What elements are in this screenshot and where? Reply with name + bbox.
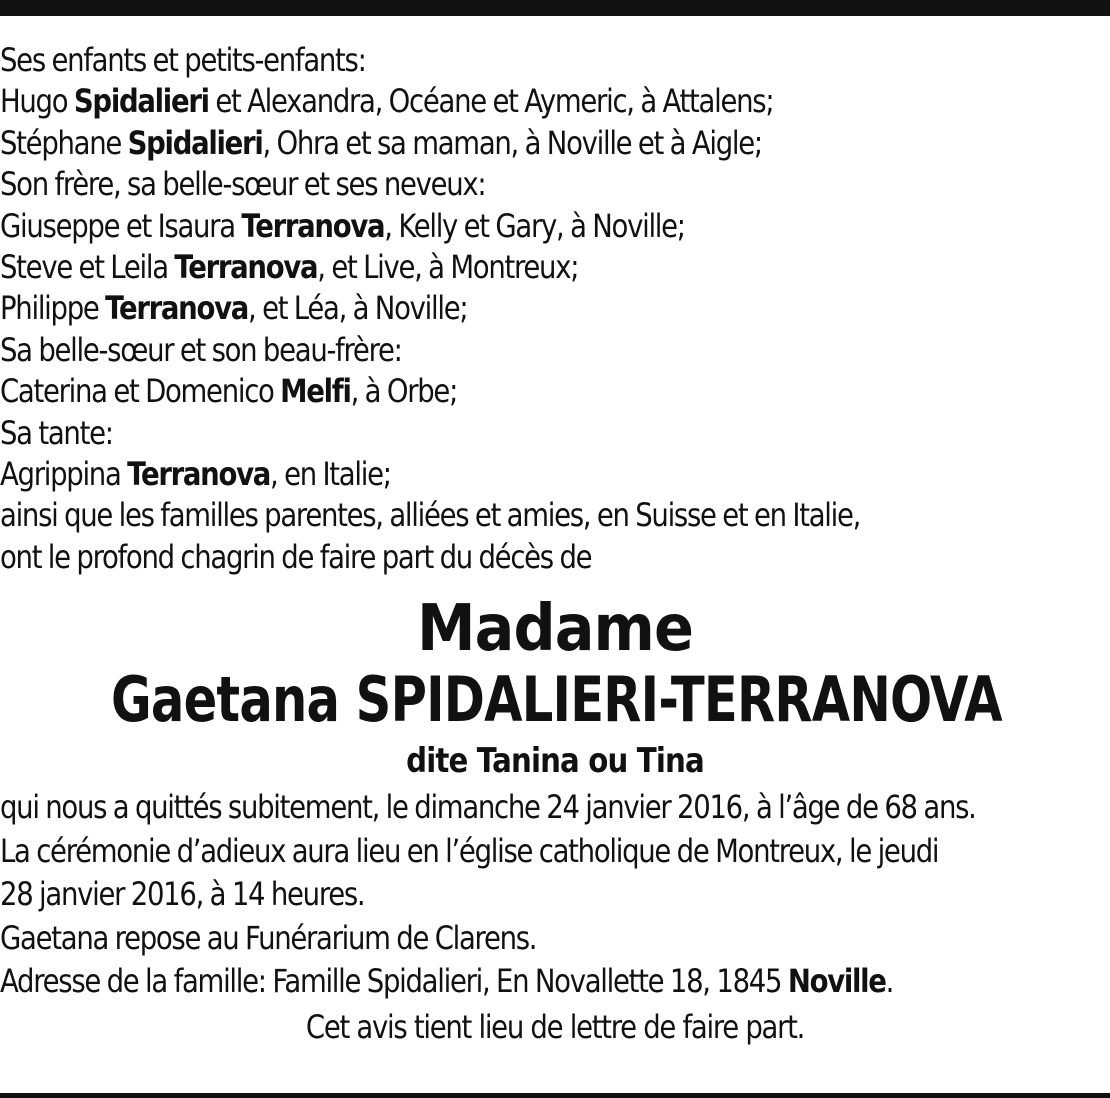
line-text: , Ohra et sa maman, à Noville et à Aigle; <box>262 123 762 162</box>
line-text: ainsi que les familles parentes, alliées et amies, en Suisse et en Italie, <box>0 496 861 535</box>
line-surname: Terranova <box>127 454 271 493</box>
detail-line <box>0 917 955 961</box>
detail-line <box>0 830 955 874</box>
line-text: . <box>885 962 894 1001</box>
line-text: Gaetana repose au Funérarium de Clarens. <box>0 918 537 957</box>
line-text: Giuseppe et Isaura <box>0 206 242 245</box>
line-text: Philippe <box>0 289 106 328</box>
line-surname: Terranova <box>241 206 385 245</box>
line-text: Hugo <box>0 82 74 121</box>
line-text: Ses enfants et petits-enfants: <box>0 41 366 79</box>
line-text: Adresse de la famille: Famille Spidalieri, En Novallette 18, 1845 <box>0 962 788 1001</box>
deceased-full-name: Gaetana SPIDALIERI-TERRANOVA <box>111 663 1002 737</box>
line-text: La cérémonie d’adieux aura lieu en l’église catholique de Montreux, le jeudi <box>0 831 939 870</box>
closing-statement: Cet avis tient lieu de lettre de faire part. <box>305 1007 805 1046</box>
line-text: Sa belle-sœur et son beau-frère: <box>0 330 402 369</box>
line-surname: Spidalieri <box>127 123 263 162</box>
detail-line <box>0 960 955 1004</box>
line-text: , en Italie; <box>270 454 391 493</box>
line-text: Sa tante: <box>0 413 113 452</box>
line-surname: Spidalieri <box>73 82 209 121</box>
deceased-honorific: Madame <box>417 592 693 667</box>
family-line <box>0 288 955 329</box>
deceased-name-block <box>0 594 1110 782</box>
family-line <box>0 164 955 205</box>
line-text: qui nous a quittés subitement, le dimanche 24 janvier 2016, à l’âge de 68 ans. <box>0 788 976 827</box>
death-notice <box>0 40 1110 1050</box>
line-bold: Noville <box>787 962 886 1001</box>
line-text: , et Live, à Montreux; <box>317 247 579 286</box>
line-text: , Kelly et Gary, à Noville; <box>384 206 685 245</box>
family-line <box>0 123 955 164</box>
line-text: et Alexandra, Océane et Aymeric, à Attalens; <box>208 82 774 121</box>
line-text: Son frère, sa belle-sœur et ses neveux: <box>0 165 486 204</box>
line-surname: Terranova <box>174 247 318 286</box>
family-line <box>0 537 955 578</box>
line-surname: Melfi <box>280 372 351 411</box>
family-line <box>0 371 955 412</box>
family-line <box>0 454 955 495</box>
ceremony-details <box>0 786 1110 1004</box>
line-text: , à Orbe; <box>350 372 458 411</box>
family-line <box>0 81 955 122</box>
family-list <box>0 40 1110 578</box>
family-line <box>0 206 955 247</box>
detail-line <box>0 786 976 830</box>
line-text: 28 janvier 2016, à 14 heures. <box>0 875 365 914</box>
family-line <box>0 40 955 81</box>
line-text: ont le profond chagrin de faire part du décès de <box>0 537 592 576</box>
line-text: Agrippina <box>0 454 128 493</box>
line-surname: Terranova <box>105 289 249 328</box>
line-text: Stéphane <box>0 123 128 162</box>
family-line <box>0 495 955 536</box>
line-text: , et Léa, à Noville; <box>248 289 468 328</box>
family-line <box>0 330 955 371</box>
bottom-border-rule <box>0 1093 1110 1098</box>
family-line <box>0 413 955 454</box>
line-text: Caterina et Domenico <box>0 372 281 411</box>
top-border-rule <box>0 0 1110 16</box>
detail-line <box>0 873 955 917</box>
deceased-nickname: dite Tanina ou Tina <box>406 741 704 782</box>
line-text: Steve et Leila <box>0 247 175 286</box>
family-line <box>0 247 955 288</box>
